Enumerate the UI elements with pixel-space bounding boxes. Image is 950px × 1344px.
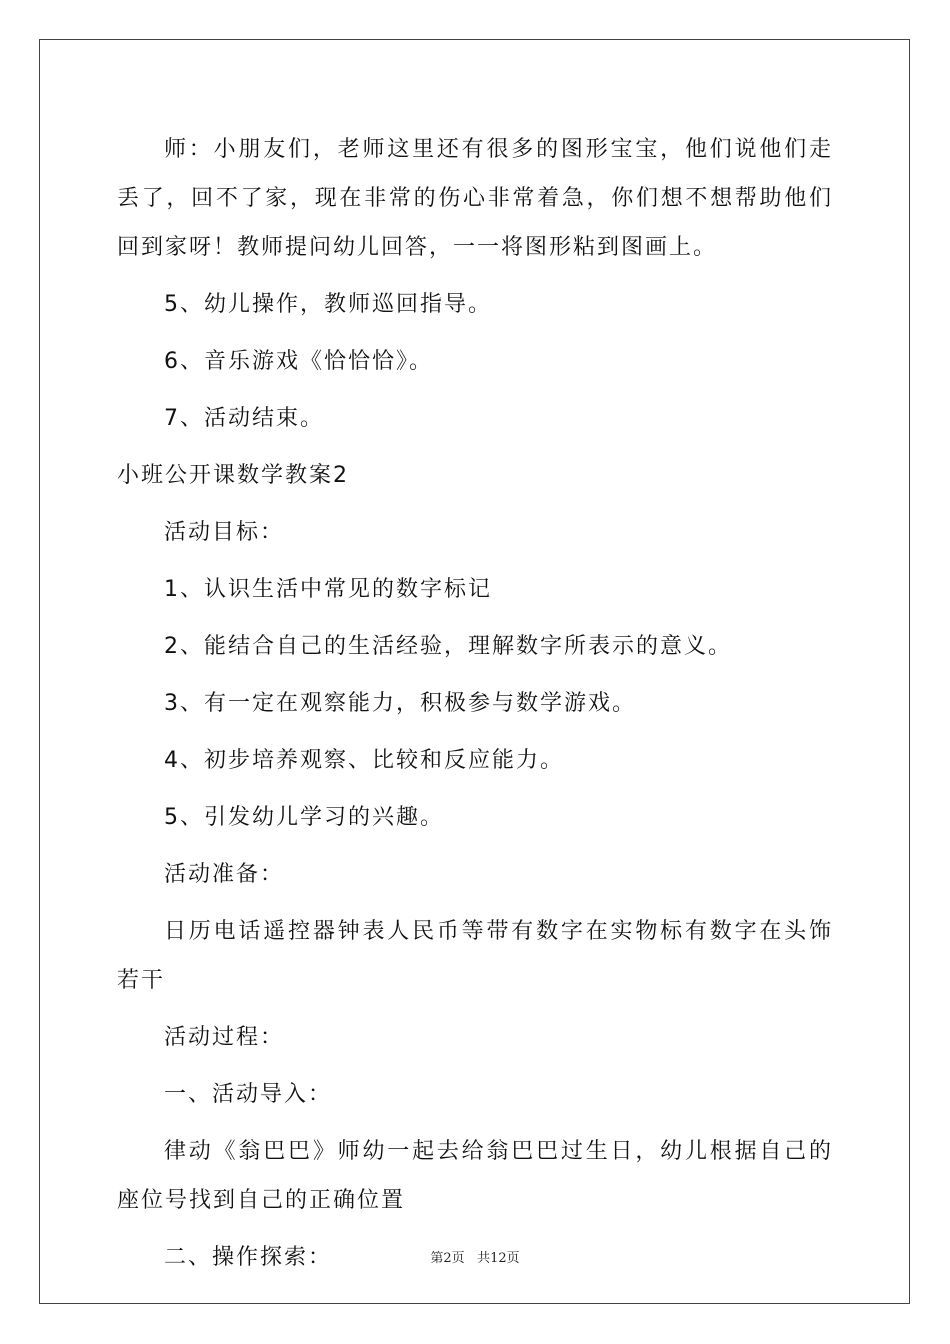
list-item: 3、有一定在观察能力，积极参与数学游戏。 [164, 691, 636, 716]
list-item: 6、音乐游戏《恰恰恰》。 [164, 349, 433, 374]
paragraph: 律动《翁巴巴》师幼一起去给翁巴巴过生日，幼儿根据自己的座位号找到自己的正确位置 [117, 1139, 833, 1213]
subheading: 一、活动导入： [164, 1082, 333, 1107]
document-body [117, 125, 833, 1282]
list-item: 4、初步培养观察、比较和反应能力。 [164, 748, 564, 773]
page-number: 第2页 [430, 1251, 465, 1266]
list-item: 5、引发幼儿学习的兴趣。 [164, 805, 444, 830]
subheading: 活动目标： [164, 520, 285, 545]
list-item: 2、能结合自己的生活经验，理解数字所表示的意义。 [164, 634, 732, 659]
list-item: 5、幼儿操作，教师巡回指导。 [164, 292, 492, 317]
subheading: 二、操作探索： [164, 1245, 333, 1270]
paragraph: 师：小朋友们，老师这里还有很多的图形宝宝，他们说他们走丢了，回不了家，现在非常的伤心非常着急，你们想不想帮助他们回到家呀！教师提问幼儿回答，一一将图形粘到图画上。 [117, 137, 833, 260]
list-item: 7、活动结束。 [164, 406, 324, 431]
list-item: 1、认识生活中常见的数字标记 [164, 577, 492, 602]
page-total: 共12页 [477, 1251, 520, 1266]
section-heading: 小班公开课数学教案2 [117, 463, 349, 488]
subheading: 活动过程： [164, 1025, 285, 1050]
page-footer [0, 1247, 950, 1266]
paragraph: 日历电话遥控器钟表人民币等带有数字在实物标有数字在头饰若干 [117, 919, 833, 993]
subheading: 活动准备： [164, 862, 285, 887]
